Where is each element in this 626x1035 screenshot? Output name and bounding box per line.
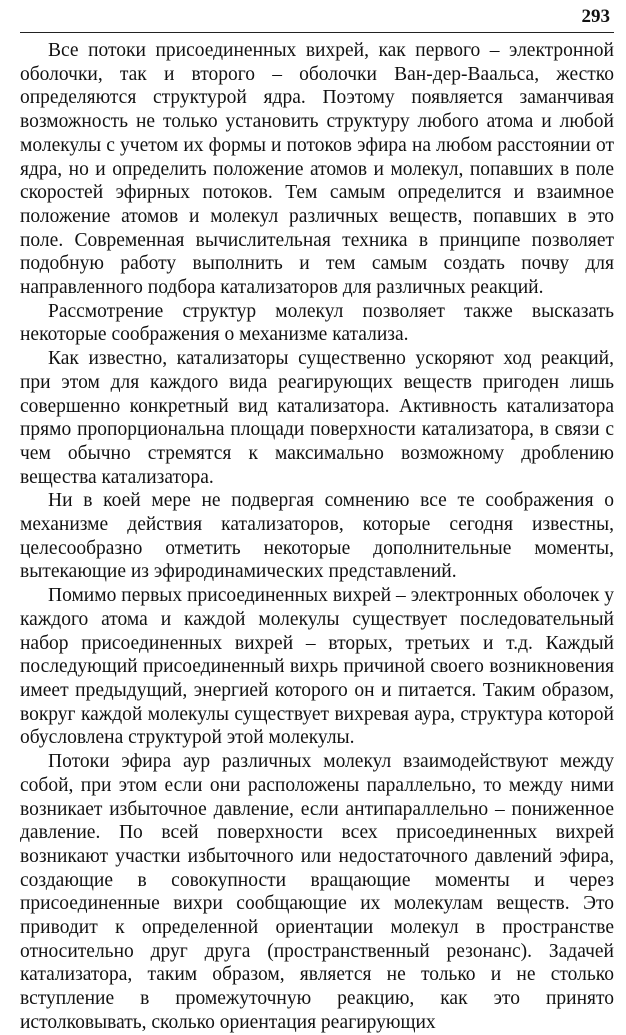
header-rule <box>20 32 614 33</box>
paragraph: Рассмотрение структур молекул позволяет также высказать некоторые соображения о механизме катализа. <box>20 300 614 346</box>
paragraph: Как известно, катализаторы существенно ускоряют ход реакций, при этом для каждого вида реагирующих веществ пригоден лишь совершенно конкретный вид катализатора. Активность катализатора прямо пропорциональна площади поверхности катализатора, в связи с чем обычно стремятся к максимально возможному дроблению вещества катализатора. <box>20 348 614 488</box>
page-number: 293 <box>581 6 610 27</box>
paragraph: Все потоки присоединенных вихрей, как первого – электронной оболочки, так и второго – оболочки Ван-дер-Ваальса, жестко определяются структурой ядра. Поэтому появляется заманчивая возможность не только установить структуру любого атома и любой молекулы с учетом их формы и потоков эфира на любом расстоянии от ядра, но и определить положение атомов и молекул, попавших в поле скоростей эфирных потоков. Тем самым определится и взаимное положение атомов и молекул различных веществ, попавших в это поле. Современная вычислительная техника в принципе позволяет подобную работу выполнить и тем самым создать почву для направленного подбора катализаторов для различных реакций. <box>20 40 614 299</box>
paragraph: Ни в коей мере не подвергая сомнению все те соображения о механизме действия катализаторов, которые сегодня известны, целесообразно отметить некоторые дополнительные моменты, вытекающие из эфиродинамических представлений. <box>20 490 614 583</box>
body-text <box>20 39 614 1035</box>
paragraph: Потоки эфира аур различных молекул взаимодействуют между собой, при этом если они расположены параллельно, то между ними возникает избыточное давление, если антипараллельно – пониженное давление. По всей поверхности всех присоединенных вихрей возникают участки избыточного или недостаточного давлений эфира, создающие в совокупности вращающие моменты и через присоединенные вихри сообщающие их молекулам веществ. Это приводит к определенной ориентации молекул в пространстве относительно друг друга (пространственный резонанс). Задачей катализатора, таким образом, является не только и не столько вступление в промежуточную реакцию, как это принято истолковывать, сколько ориентация реагирующих <box>20 751 614 1033</box>
paragraph: Помимо первых присоединенных вихрей – электронных оболочек у каждого атома и каждой молекулы существует последовательный набор присоединенных вихрей – вторых, третьих и т.д. Каждый последующий присоединенный вихрь причиной своего возникновения имеет предыдущий, энергией которого он и питается. Таким образом, вокруг каждой молекулы существует вихревая аура, структура которой обусловлена структурой этой молекулы. <box>20 585 614 749</box>
